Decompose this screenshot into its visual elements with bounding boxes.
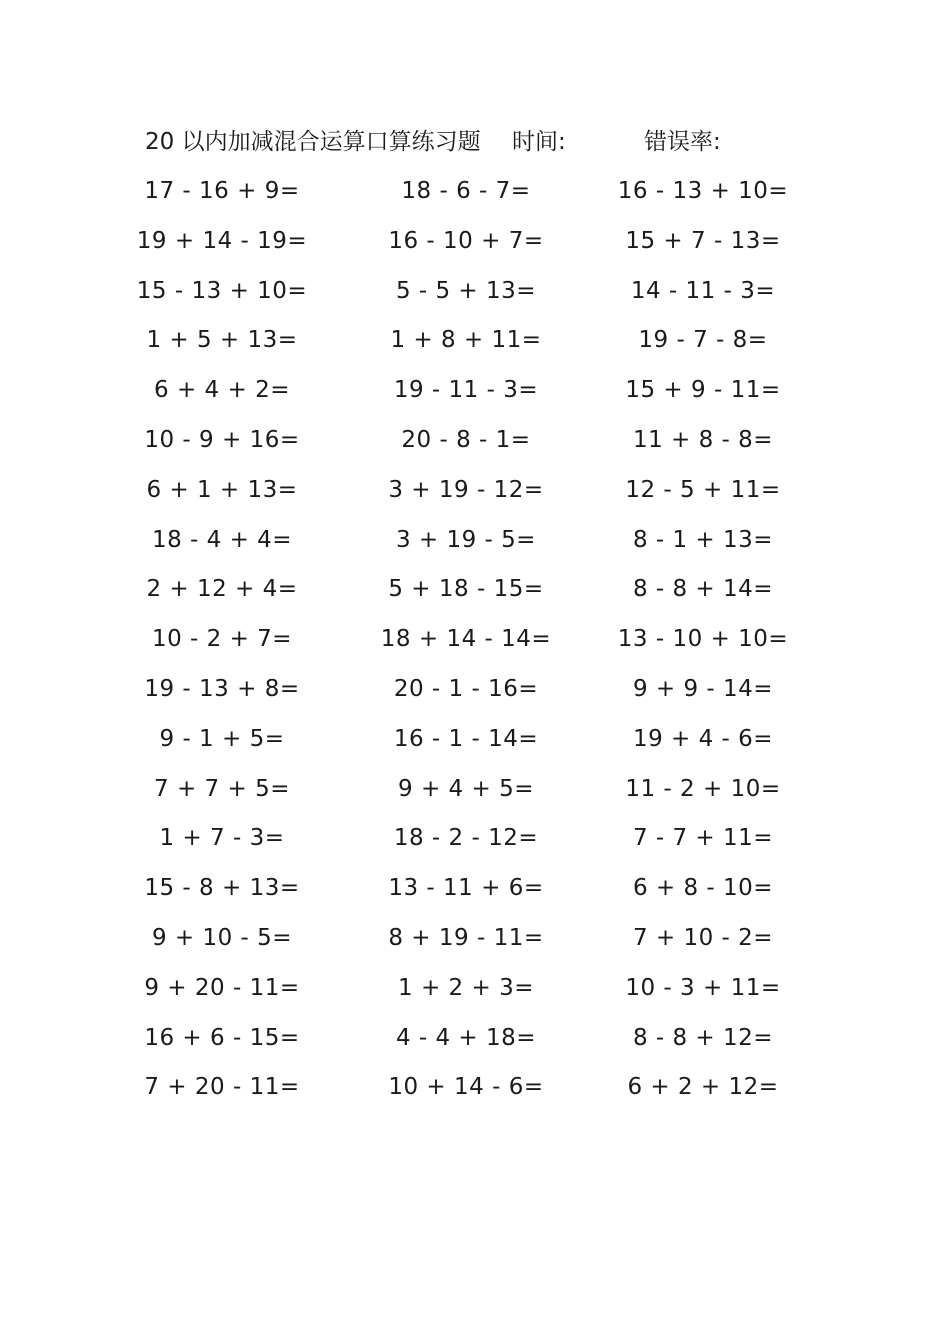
arithmetic-problem: 8 - 8 + 12= (632, 1024, 774, 1051)
arithmetic-problem: 15 - 8 + 13= (144, 875, 300, 902)
arithmetic-problem: 19 - 13 + 8= (144, 675, 300, 702)
arithmetic-problem: 7 + 10 - 2= (632, 924, 774, 951)
problem-row (0, 670, 950, 720)
arithmetic-problem: 20 - 1 - 16= (393, 675, 539, 702)
arithmetic-problem: 14 - 11 - 3= (630, 277, 776, 304)
problem-row (0, 471, 950, 521)
arithmetic-problem: 10 - 9 + 16= (144, 426, 300, 453)
problem-row (0, 421, 950, 471)
arithmetic-problem: 9 + 10 - 5= (151, 924, 293, 951)
arithmetic-problem: 9 + 9 - 14= (632, 675, 774, 702)
arithmetic-problem: 3 + 19 - 12= (388, 476, 544, 503)
problem-row (0, 570, 950, 620)
arithmetic-problem: 11 + 8 - 8= (632, 426, 774, 453)
arithmetic-problem: 8 + 19 - 11= (388, 924, 544, 951)
problem-row (0, 770, 950, 820)
arithmetic-problem: 6 + 1 + 13= (146, 476, 298, 503)
arithmetic-problem: 19 + 14 - 19= (136, 227, 308, 254)
arithmetic-problem: 6 + 2 + 12= (627, 1074, 779, 1101)
problem-row (0, 720, 950, 770)
arithmetic-problem: 1 + 7 - 3= (159, 825, 285, 852)
arithmetic-problem: 19 - 11 - 3= (393, 377, 539, 404)
arithmetic-problem: 15 + 9 - 11= (625, 377, 781, 404)
arithmetic-problem: 11 - 2 + 10= (625, 775, 781, 802)
arithmetic-problem: 1 + 5 + 13= (146, 327, 298, 354)
error-rate-label: 错误率: (644, 129, 721, 155)
problem-row (0, 272, 950, 322)
problem-row (0, 321, 950, 371)
arithmetic-problem: 8 - 1 + 13= (632, 526, 774, 553)
arithmetic-problem: 9 + 20 - 11= (144, 974, 300, 1001)
problem-row (0, 819, 950, 869)
arithmetic-problem: 10 - 3 + 11= (625, 974, 781, 1001)
problem-grid (0, 172, 950, 1118)
problem-row (0, 222, 950, 272)
arithmetic-problem: 10 - 2 + 7= (151, 626, 293, 653)
arithmetic-problem: 7 + 20 - 11= (144, 1074, 300, 1101)
arithmetic-problem: 9 + 4 + 5= (398, 775, 534, 802)
arithmetic-problem: 15 - 13 + 10= (136, 277, 308, 304)
arithmetic-problem: 5 + 18 - 15= (388, 576, 544, 603)
arithmetic-problem: 18 - 4 + 4= (151, 526, 293, 553)
arithmetic-problem: 17 - 16 + 9= (144, 178, 300, 204)
problem-row (0, 1068, 950, 1118)
problem-row (0, 371, 950, 421)
problem-row (0, 1019, 950, 1069)
arithmetic-problem: 12 - 5 + 11= (625, 476, 781, 503)
arithmetic-problem: 10 + 14 - 6= (388, 1074, 544, 1101)
arithmetic-problem: 16 - 10 + 7= (388, 227, 544, 254)
arithmetic-problem: 3 + 19 - 5= (395, 526, 537, 553)
problem-row (0, 919, 950, 969)
arithmetic-problem: 16 - 1 - 14= (393, 725, 539, 752)
arithmetic-problem: 4 - 4 + 18= (395, 1024, 537, 1051)
problem-row (0, 969, 950, 1019)
arithmetic-problem: 16 - 13 + 10= (617, 178, 789, 204)
arithmetic-problem: 8 - 8 + 14= (632, 576, 774, 603)
arithmetic-problem: 6 + 8 - 10= (632, 875, 774, 902)
arithmetic-problem: 18 - 2 - 12= (393, 825, 539, 852)
arithmetic-problem: 20 - 8 - 1= (401, 426, 531, 453)
worksheet-title: 20 以内加减混合运算口算练习题 (145, 129, 481, 155)
arithmetic-problem: 7 - 7 + 11= (632, 825, 774, 852)
arithmetic-problem: 1 + 2 + 3= (398, 974, 534, 1001)
arithmetic-problem: 7 + 7 + 5= (154, 775, 290, 802)
problem-row (0, 172, 950, 222)
worksheet-header (0, 124, 950, 160)
arithmetic-problem: 5 - 5 + 13= (395, 277, 537, 304)
time-label: 时间: (512, 129, 566, 155)
arithmetic-problem: 13 - 11 + 6= (388, 875, 544, 902)
arithmetic-problem: 18 + 14 - 14= (380, 626, 552, 653)
problem-row (0, 620, 950, 670)
arithmetic-problem: 13 - 10 + 10= (617, 626, 789, 653)
arithmetic-problem: 6 + 4 + 2= (154, 377, 290, 404)
problem-row (0, 869, 950, 919)
arithmetic-problem: 19 + 4 - 6= (632, 725, 774, 752)
arithmetic-problem: 18 - 6 - 7= (401, 178, 531, 204)
arithmetic-problem: 9 - 1 + 5= (159, 725, 285, 752)
arithmetic-problem: 15 + 7 - 13= (625, 227, 781, 254)
arithmetic-problem: 2 + 12 + 4= (146, 576, 298, 603)
problem-row (0, 521, 950, 571)
arithmetic-problem: 19 - 7 - 8= (638, 327, 768, 354)
arithmetic-problem: 16 + 6 - 15= (144, 1024, 300, 1051)
arithmetic-problem: 1 + 8 + 11= (390, 327, 542, 354)
